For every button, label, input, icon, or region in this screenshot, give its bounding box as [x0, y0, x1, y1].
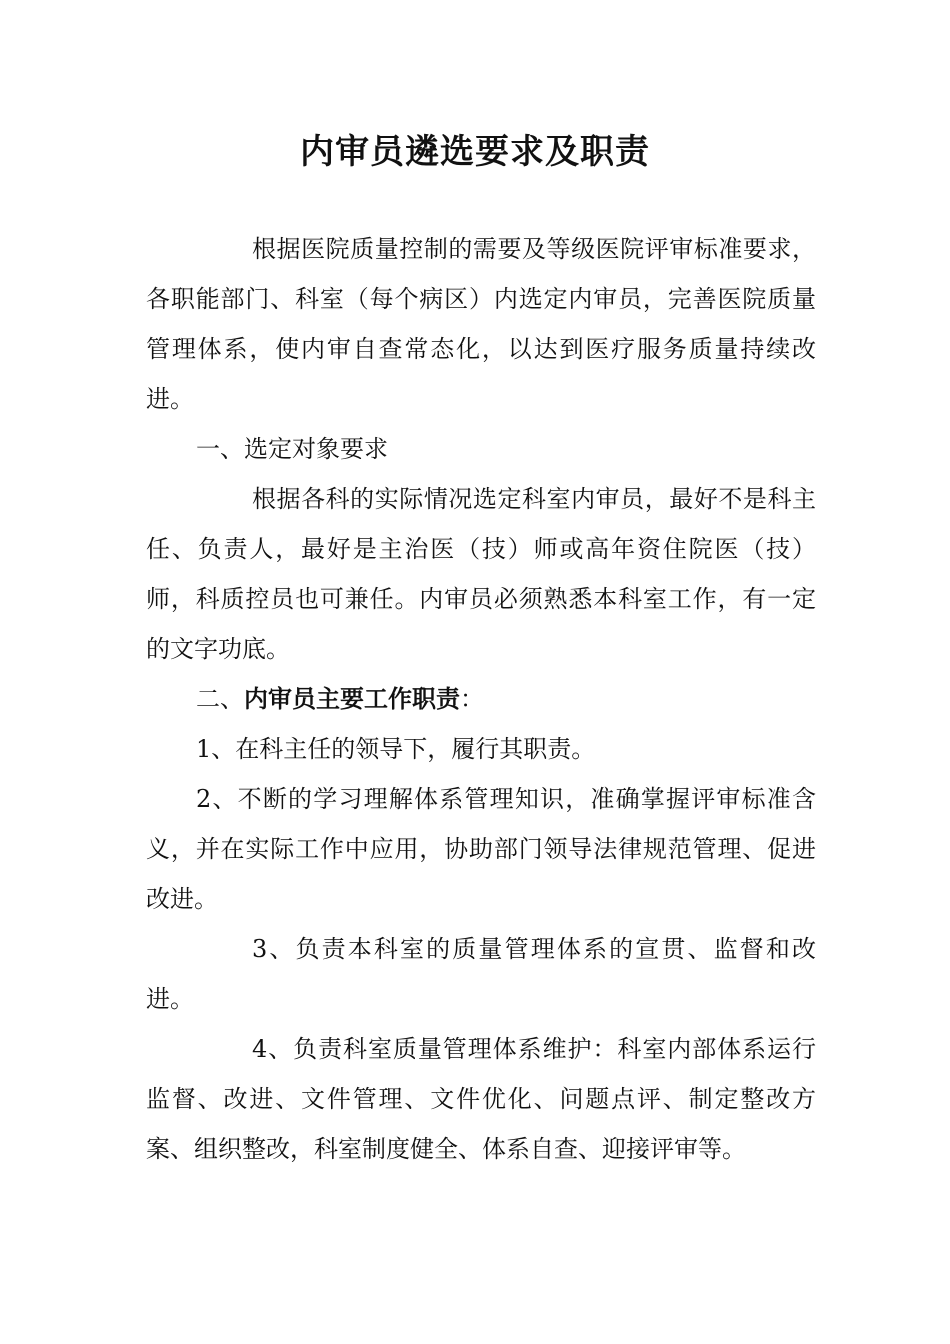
duty-item-2: 2、不断的学习理解体系管理知识，准确掌握评审标准含义，并在实际工作中应用，协助部门领导法律规范管理、促进改进。: [146, 785, 816, 913]
section2-heading-bold: 内审员主要工作职责: [244, 684, 460, 713]
section1-heading: 一、选定对象要求: [196, 435, 388, 463]
section2-heading-suffix: ：: [460, 685, 484, 713]
section2-heading: [146, 674, 816, 724]
document-title: 内审员遴选要求及职责: [300, 132, 650, 172]
duty-item-3: 3、负责本科室的质量管理体系的宣贯、监督和改进。: [146, 935, 816, 1013]
intro-paragraph: 根据医院质量控制的需要及等级医院评审标准要求，各职能部门、科室（每个病区）内选定内审员，完善医院质量管理体系，使内审自查常态化，以达到医疗服务质量持续改进。: [146, 235, 816, 413]
duty-item-1: 1、在科主任的领导下，履行其职责。: [196, 735, 596, 763]
section2-heading-prefix: 二、: [196, 685, 244, 713]
document-body: [146, 224, 816, 1174]
duty-item-4: 4、负责科室质量管理体系维护：科室内部体系运行监督、改进、文件管理、文件优化、问题点评、制定整改方案、组织整改，科室制度健全、体系自查、迎接评审等。: [146, 1035, 816, 1163]
section1-paragraph: 根据各科的实际情况选定科室内审员，最好不是科主任、负责人，最好是主治医（技）师或高年资住院医（技）师，科质控员也可兼任。内审员必须熟悉本科室工作，有一定的文字功底。: [146, 485, 816, 663]
